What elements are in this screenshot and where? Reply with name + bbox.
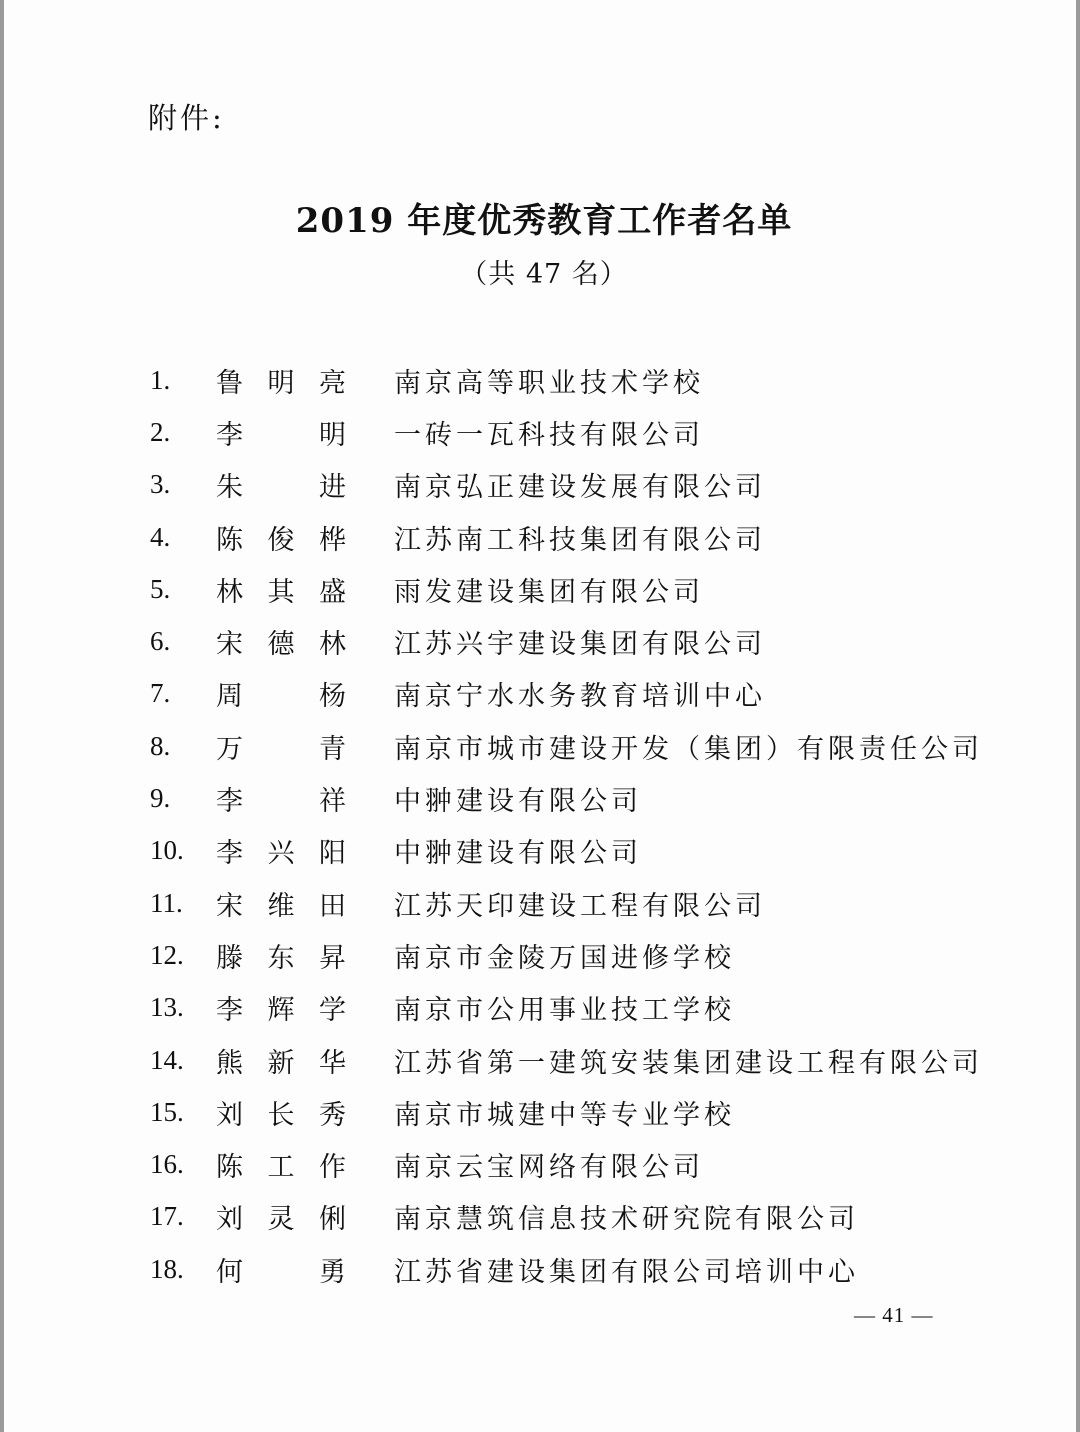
entry-organization: 江苏天印建设工程有限公司 bbox=[394, 890, 766, 922]
entry-number: 4. bbox=[150, 521, 171, 552]
entry-organization: 江苏省建设集团有限公司培训中心 bbox=[394, 1256, 859, 1288]
entry-name: 朱进 bbox=[216, 472, 348, 504]
list-item bbox=[150, 877, 950, 929]
entry-name: 宋维田 bbox=[216, 890, 348, 922]
page-number: — 41 — bbox=[854, 1303, 934, 1327]
entry-number: 9. bbox=[150, 783, 171, 814]
entry-name: 陈俊桦 bbox=[216, 524, 348, 556]
list-item bbox=[150, 406, 950, 458]
entry-organization: 中翀建设有限公司 bbox=[394, 838, 642, 870]
entry-number: 18. bbox=[150, 1253, 184, 1284]
list-item bbox=[150, 1138, 950, 1190]
entry-number: 8. bbox=[150, 730, 171, 761]
entry-organization: 南京市公用事业技工学校 bbox=[394, 995, 735, 1027]
entry-name: 李明 bbox=[216, 419, 348, 451]
entry-organization: 雨发建设集团有限公司 bbox=[394, 576, 704, 608]
list-item bbox=[150, 668, 950, 720]
entry-name: 林其盛 bbox=[216, 576, 348, 608]
entry-name: 滕东昇 bbox=[216, 942, 348, 974]
entry-number: 14. bbox=[150, 1044, 184, 1075]
list-item bbox=[150, 615, 950, 667]
entry-organization: 南京弘正建设发展有限公司 bbox=[394, 472, 766, 504]
honoree-list bbox=[150, 354, 983, 1295]
document-title: 2019 年度优秀教育工作者名单 bbox=[295, 201, 793, 241]
entry-organization: 江苏省第一建筑安装集团建设工程有限公司 bbox=[394, 1047, 983, 1079]
entry-name: 李兴阳 bbox=[216, 838, 348, 870]
list-item bbox=[150, 1034, 983, 1086]
list-item bbox=[150, 982, 950, 1034]
entry-organization: 南京慧筑信息技术研究院有限公司 bbox=[394, 1204, 859, 1236]
entry-organization: 一砖一瓦科技有限公司 bbox=[394, 419, 704, 451]
entry-number: 12. bbox=[150, 939, 184, 970]
list-item bbox=[150, 720, 983, 772]
entry-name: 宋德林 bbox=[216, 629, 348, 661]
entry-organization: 江苏兴宇建设集团有限公司 bbox=[394, 629, 766, 661]
entry-number: 17. bbox=[150, 1201, 184, 1232]
entry-name: 刘长秀 bbox=[216, 1099, 348, 1131]
entry-number: 2. bbox=[150, 416, 171, 447]
list-item bbox=[150, 459, 950, 511]
entry-organization: 中翀建设有限公司 bbox=[394, 786, 642, 818]
entry-number: 15. bbox=[150, 1096, 184, 1127]
list-item bbox=[150, 563, 950, 615]
list-item bbox=[150, 772, 950, 824]
list-item bbox=[150, 354, 950, 406]
entry-name: 李祥 bbox=[216, 786, 348, 818]
list-item bbox=[150, 511, 950, 563]
entry-organization: 江苏南工科技集团有限公司 bbox=[394, 524, 766, 556]
entry-number: 6. bbox=[150, 626, 171, 657]
entry-organization: 南京市城建中等专业学校 bbox=[394, 1099, 735, 1131]
entry-name: 何勇 bbox=[216, 1256, 348, 1288]
entry-name: 万青 bbox=[216, 733, 348, 765]
attachment-label: 附件: bbox=[148, 101, 225, 135]
entry-organization: 南京宁水水务教育培训中心 bbox=[394, 681, 766, 713]
list-item bbox=[150, 1086, 950, 1138]
entry-name: 周杨 bbox=[216, 681, 348, 713]
entry-name: 陈工作 bbox=[216, 1152, 348, 1184]
entry-name: 刘灵俐 bbox=[216, 1204, 348, 1236]
entry-number: 11. bbox=[150, 887, 183, 918]
list-item bbox=[150, 929, 950, 981]
entry-organization: 南京市城市建设开发（集团）有限责任公司 bbox=[394, 733, 983, 765]
entry-number: 16. bbox=[150, 1149, 184, 1180]
entry-number: 5. bbox=[150, 573, 171, 604]
list-item bbox=[150, 1191, 950, 1243]
list-item bbox=[150, 825, 950, 877]
document-subtitle: （共 47 名） bbox=[460, 259, 628, 290]
entry-number: 1. bbox=[150, 364, 171, 395]
entry-number: 7. bbox=[150, 678, 171, 709]
entry-name: 鲁明亮 bbox=[216, 367, 348, 399]
entry-number: 10. bbox=[150, 835, 184, 866]
list-item bbox=[150, 1243, 950, 1295]
entry-number: 13. bbox=[150, 992, 184, 1023]
document-page bbox=[4, 0, 1076, 1432]
entry-organization: 南京高等职业技术学校 bbox=[394, 367, 704, 399]
entry-name: 李辉学 bbox=[216, 995, 348, 1027]
entry-name: 熊新华 bbox=[216, 1047, 348, 1079]
entry-organization: 南京市金陵万国进修学校 bbox=[394, 942, 735, 974]
entry-number: 3. bbox=[150, 469, 171, 500]
entry-organization: 南京云宝网络有限公司 bbox=[394, 1152, 704, 1184]
